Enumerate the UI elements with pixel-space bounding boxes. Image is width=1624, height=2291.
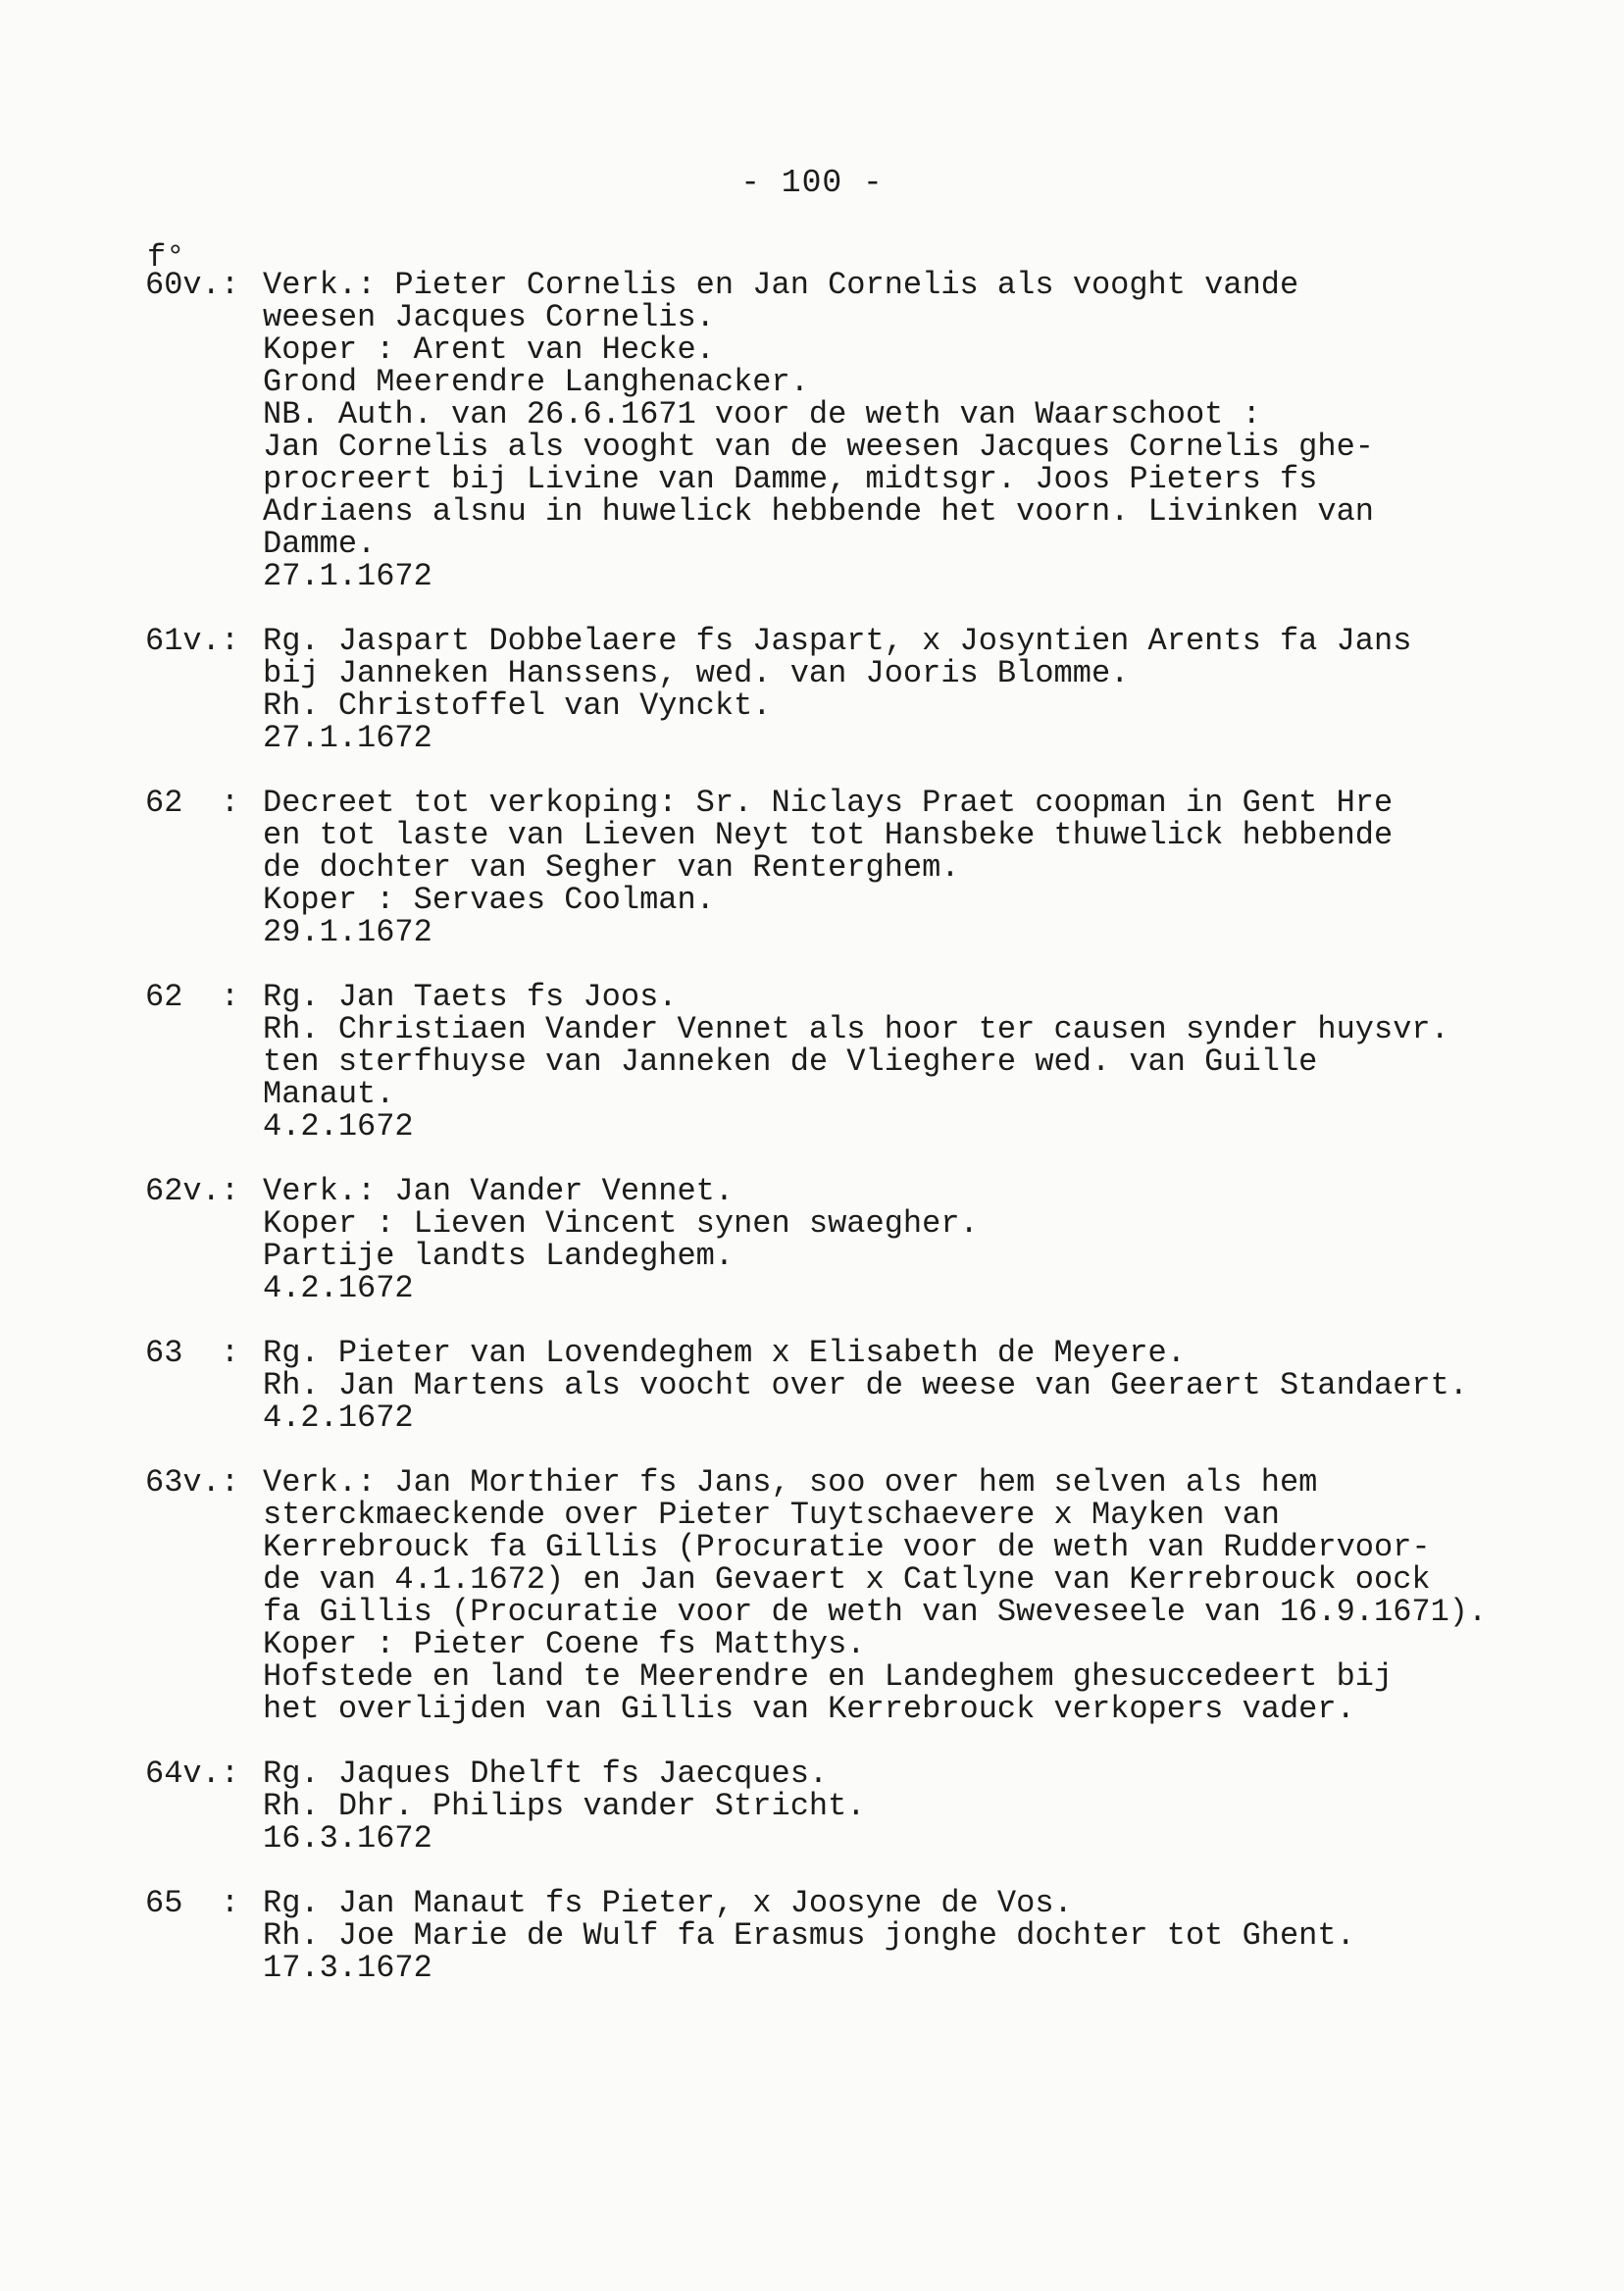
entry-text	[263, 269, 1624, 592]
folio-number: 65 :	[145, 1885, 240, 1921]
entry-line: het overlijden van Gillis van Kerrebrouck verkopers vader.	[263, 1691, 1355, 1727]
entry-text	[263, 1337, 1624, 1434]
entry-text	[263, 625, 1624, 754]
entry-line: weesen Jacques Cornelis.	[263, 299, 715, 335]
folio-number: 62v.:	[145, 1173, 240, 1209]
entry-line: bij Janneken Hanssens, wed. van Jooris Blomme.	[263, 655, 1130, 691]
entry-line: Manaut.	[263, 1076, 395, 1112]
entry-list	[0, 269, 1624, 2016]
folio-number: 62 :	[145, 785, 240, 821]
entry-line: Koper : Arent van Hecke.	[263, 331, 715, 368]
entry-line: NB. Auth. van 26.6.1671 voor de weth van Waarschoot :	[263, 396, 1261, 433]
entry	[0, 1466, 1624, 1725]
entry-line: 16.3.1672	[263, 1820, 432, 1857]
entry-line: Verk.: Jan Morthier fs Jans, soo over hem selven als hem	[263, 1464, 1318, 1501]
entry-line: Rg. Jaspart Dobbelaere fs Jaspart, x Josyntien Arents fa Jans	[263, 623, 1412, 659]
entry-line: 27.1.1672	[263, 558, 432, 594]
entry-line: Koper : Lieven Vincent synen swaegher.	[263, 1205, 979, 1242]
folio-number: 62 :	[145, 979, 240, 1015]
entry-line: ten sterfhuyse van Janneken de Vlieghere wed. van Guille	[263, 1044, 1318, 1080]
entry-text	[263, 1175, 1624, 1304]
entry-text	[263, 1887, 1624, 1984]
entry-line: Hofstede en land te Meerendre en Landeghem ghesuccedeert bij	[263, 1658, 1394, 1695]
entry-line: de van 4.1.1672) en Jan Gevaert x Catlyne van Kerrebrouck oock	[263, 1561, 1431, 1598]
folio-number: 63 :	[145, 1335, 240, 1371]
entry-line: Rg. Pieter van Lovendeghem x Elisabeth de Meyere.	[263, 1335, 1186, 1371]
folio-number: 63v.:	[145, 1464, 240, 1501]
entry-line: Adriaens alsnu in huwelick hebbende het voorn. Livinken van	[263, 493, 1374, 530]
entry	[0, 269, 1624, 592]
entry-line: 4.2.1672	[263, 1270, 414, 1306]
entry-line: de dochter van Segher van Renterghem.	[263, 849, 960, 886]
entry-text	[263, 1757, 1624, 1855]
entry	[0, 1337, 1624, 1434]
entry-line: Kerrebrouck fa Gillis (Procuratie voor de weth van Ruddervoor-	[263, 1529, 1431, 1565]
folio-number: 60v.:	[145, 267, 240, 303]
folio-label: f°	[147, 239, 185, 276]
entry-line: Damme.	[263, 526, 377, 562]
page-number: - 100 -	[740, 165, 884, 201]
entry-line: Rh. Joe Marie de Wulf fa Erasmus jonghe dochter tot Ghent.	[263, 1917, 1355, 1954]
entry	[0, 1175, 1624, 1304]
entry-line: Rh. Jan Martens als voocht over de weese van Geeraert Standaert.	[263, 1367, 1468, 1403]
entry-line: en tot laste van Lieven Neyt tot Hansbeke thuwelick hebbende	[263, 817, 1394, 853]
entry-line: Verk.: Jan Vander Vennet.	[263, 1173, 735, 1209]
entry-line: 4.2.1672	[263, 1108, 414, 1145]
entry-line: Jan Cornelis als vooght van de weesen Jacques Cornelis ghe-	[263, 429, 1374, 465]
entry-line: 29.1.1672	[263, 914, 432, 950]
entry-line: Rh. Dhr. Philips vander Stricht.	[263, 1788, 866, 1824]
folio-number: 61v.:	[145, 623, 240, 659]
entry	[0, 625, 1624, 754]
entry-line: Rg. Jan Manaut fs Pieter, x Joosyne de Vos.	[263, 1885, 1073, 1921]
entry	[0, 1887, 1624, 1984]
entry-text	[263, 787, 1624, 948]
entry-line: sterckmaeckende over Pieter Tuytschaevere x Mayken van	[263, 1497, 1280, 1533]
entry-line: 4.2.1672	[263, 1400, 414, 1436]
entry-line: procreert bij Livine van Damme, midtsgr. Joos Pieters fs	[263, 461, 1318, 497]
entry-line: Rg. Jan Taets fs Joos.	[263, 979, 678, 1015]
entry	[0, 1757, 1624, 1855]
entry-line: Koper : Servaes Coolman.	[263, 882, 715, 918]
entry-line: Koper : Pieter Coene fs Matthys.	[263, 1626, 866, 1662]
folio-number: 64v.:	[145, 1756, 240, 1792]
entry	[0, 787, 1624, 948]
entry-line: 27.1.1672	[263, 720, 432, 756]
entry-text	[263, 981, 1624, 1143]
entry-line: Rh. Christoffel van Vynckt.	[263, 687, 772, 724]
entry-line: Partije landts Landeghem.	[263, 1238, 735, 1274]
entry-line: Verk.: Pieter Cornelis en Jan Cornelis als vooght vande	[263, 267, 1299, 303]
entry-line: Rh. Christiaen Vander Vennet als hoor ter causen synder huysvr.	[263, 1011, 1449, 1047]
entry-line: Decreet tot verkoping: Sr. Niclays Praet coopman in Gent Hre	[263, 785, 1394, 821]
entry-line: 17.3.1672	[263, 1950, 432, 1986]
entry-line: Rg. Jaques Dhelft fs Jaecques.	[263, 1756, 829, 1792]
entry-line: Grond Meerendre Langhenacker.	[263, 364, 809, 400]
entry	[0, 981, 1624, 1143]
entry-text	[263, 1466, 1624, 1725]
entry-line: fa Gillis (Procuratie voor de weth van Sweveseele van 16.9.1671).	[263, 1594, 1488, 1630]
